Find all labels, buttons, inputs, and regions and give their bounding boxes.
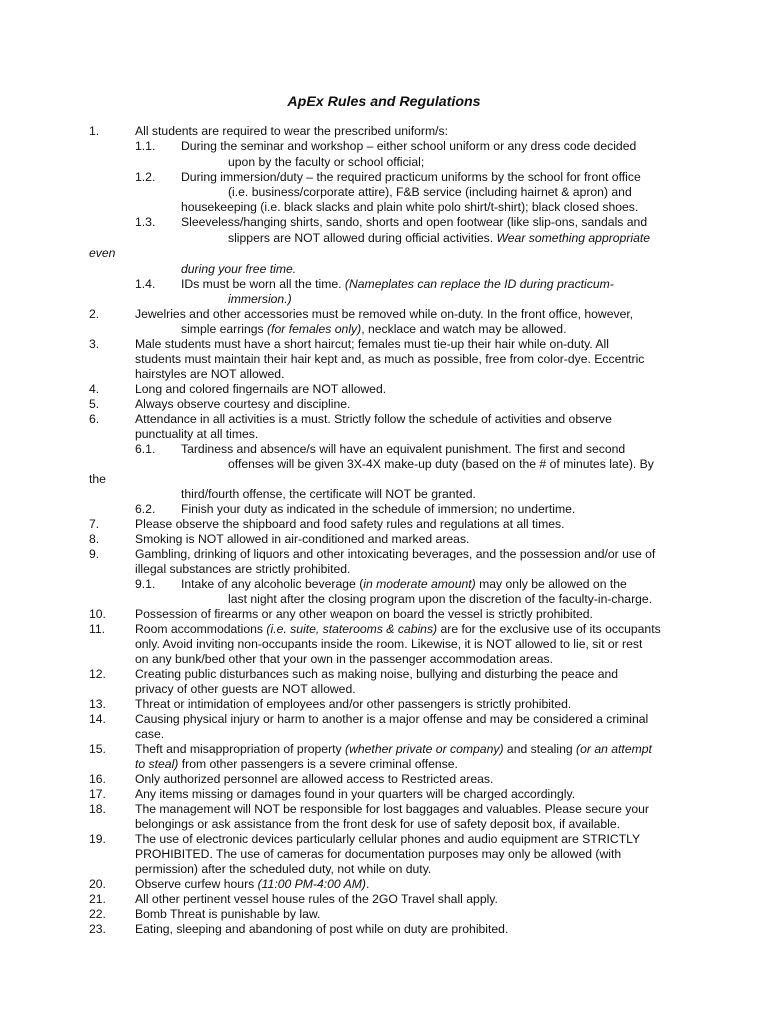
page-title: ApEx Rules and Regulations <box>287 94 481 110</box>
